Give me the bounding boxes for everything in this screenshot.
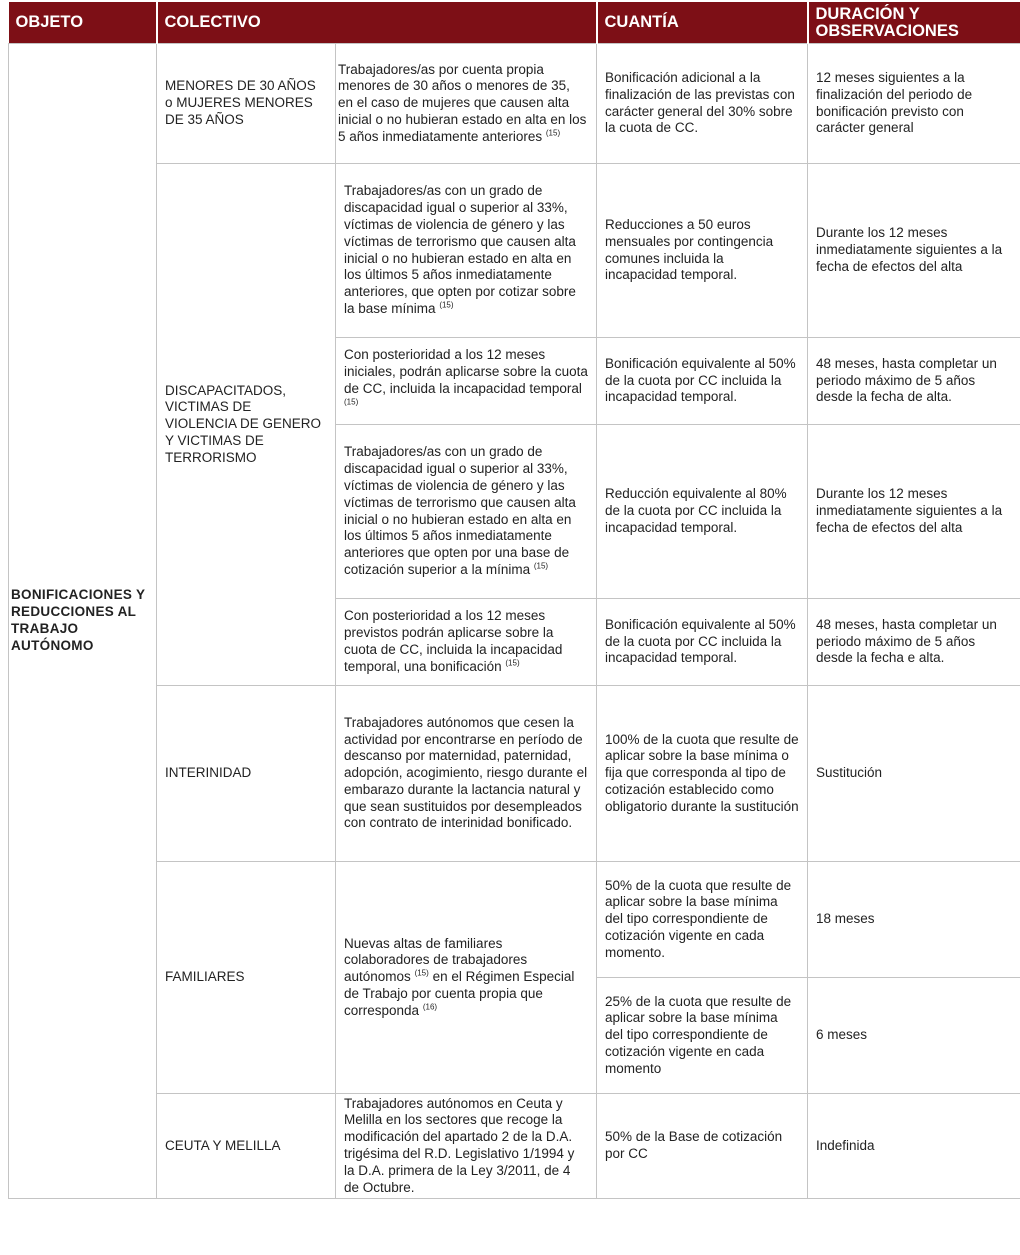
- table-row: [9, 164, 1020, 338]
- cuantia-cell: 50% de la Base de cotización por CC: [597, 1094, 808, 1199]
- footnote-ref: (15): [439, 300, 454, 310]
- colectivo-cell: CEUTA Y MELILLA: [157, 1094, 336, 1199]
- cuantia-cell: Bonificación equivalente al 50% de la cuota por CC incluida la incapacidad temporal.: [597, 338, 808, 425]
- cuantia-cell: Reducción equivalente al 80% de la cuota por CC incluida la incapacidad temporal.: [597, 425, 808, 599]
- objeto-cell: BONIFICACIONES Y REDUCCIONES AL TRABAJO AUTÓNOMO: [9, 44, 157, 1199]
- descripcion-cell: Trabajadores autónomos en Ceuta y Melilla en los sectores que recoge la modificación del apartado 2 de la D.A. trigésima del R.D. Legislativo 1/1994 y la D.A. primera de la Ley 3/2011, de 4 de Octubre.: [336, 1094, 597, 1199]
- header-colectivo: COLECTIVO: [157, 2, 597, 44]
- colectivo-cell: MENORES DE 30 AÑOS o MUJERES MENORES DE 35 AÑOS: [157, 44, 336, 164]
- duracion-cell: 6 meses: [808, 978, 1020, 1094]
- colectivo-cell: FAMILIARES: [157, 862, 336, 1094]
- descripcion-cell: Nuevas altas de familiares colaboradores de trabajadores autónomos $^{(15)}$ en el Régimen Especial de Trabajo por cuenta propia que corresponda $^{(16)}$: [336, 862, 597, 1094]
- table-header-row: [9, 2, 1020, 44]
- table-row: [9, 686, 1020, 862]
- table-row: [9, 862, 1020, 978]
- descripcion-cell: Trabajadores/as por cuenta propia menores de 30 años o menores de 35, en el caso de mujeres que causen alta inicial o no hubieran estado en alta en los 5 años inmediatamente anteriores $^{(15)}$: [336, 44, 597, 164]
- header-duracion: DURACIÓN Y OBSERVACIONES: [808, 2, 1020, 44]
- descripcion-cell: Trabajadores/as con un grado de discapacidad igual o superior al 33%, víctimas de violencia de género y las víctimas de terrorismo que causen alta inicial o no hubieran estado en alta en los últimos 5 años inmediatamente anteriores que opten por una base de cotización superior a la mínima $^{(15)}$: [336, 425, 597, 599]
- bonificaciones-table: [8, 2, 1020, 1199]
- descripcion-cell: Con posterioridad a los 12 meses iniciales, podrán aplicarse sobre la cuota de CC, incluida la incapacidad temporal $^{(15)}$: [336, 338, 597, 425]
- header-objeto: OBJETO: [9, 2, 157, 44]
- duracion-cell: Indefinida: [808, 1094, 1020, 1199]
- duracion-cell: 48 meses, hasta completar un periodo máximo de 5 años desde la fecha e alta.: [808, 599, 1020, 686]
- duracion-cell: Durante los 12 meses inmediatamente siguientes a la fecha de efectos del alta: [808, 425, 1020, 599]
- descripcion-cell: Trabajadores/as con un grado de discapacidad igual o superior al 33%, víctimas de violencia de género y las víctimas de terrorismo que causen alta inicial o no hubieran estado en alta en los últimos 5 años inmediatamente anteriores, que opten por cotizar sobre la base mínima $^{(15)}$: [336, 164, 597, 338]
- footnote-ref: (15): [414, 968, 429, 978]
- cuantia-cell: Bonificación adicional a la finalización de las previstas con carácter general del 30% sobre la cuota de CC.: [597, 44, 808, 164]
- table-row: [9, 44, 1020, 164]
- cuantia-cell: Bonificación equivalente al 50% de la cuota por CC incluida la incapacidad temporal.: [597, 599, 808, 686]
- descripcion-cell: Trabajadores autónomos que cesen la actividad por encontrarse en período de descanso por maternidad, paternidad, adopción, acogimiento, riesgo durante el embarazo durante la lactancia natural y que sean sustituidos por desempleados con contrato de interinidad bonificado.: [336, 686, 597, 862]
- duracion-cell: Durante los 12 meses inmediatamente siguientes a la fecha de efectos del alta: [808, 164, 1020, 338]
- cuantia-cell: 100% de la cuota que resulte de aplicar sobre la base mínima o fija que corresponda al tipo de cotización establecido como obligatorio durante la sustitución: [597, 686, 808, 862]
- duracion-cell: 18 meses: [808, 862, 1020, 978]
- cuantia-cell: 50% de la cuota que resulte de aplicar sobre la base mínima del tipo correspondiente de cotización vigente en cada momento.: [597, 862, 808, 978]
- footnote-ref: (15): [533, 561, 549, 571]
- footnote-ref: (15): [545, 128, 561, 138]
- header-cuantia: CUANTÍA: [597, 2, 808, 44]
- colectivo-cell: INTERINIDAD: [157, 686, 336, 862]
- cuantia-cell: Reducciones a 50 euros mensuales por contingencia comunes incluida la incapacidad temporal.: [597, 164, 808, 338]
- duracion-cell: 12 meses siguientes a la finalización del periodo de bonificación previsto con carácter general: [808, 44, 1020, 164]
- descripcion-cell: Con posterioridad a los 12 meses previstos podrán aplicarse sobre la cuota de CC, incluida la incapacidad temporal, una bonificación $^{(15)}$: [336, 599, 597, 686]
- colectivo-cell: DISCAPACITADOS, VICTIMAS DE VIOLENCIA DE GENERO Y VICTIMAS DE TERRORISMO: [157, 164, 336, 686]
- table-row: [9, 1094, 1020, 1199]
- cuantia-cell: 25% de la cuota que resulte de aplicar sobre la base mínima del tipo correspondiente de cotización vigente en cada momento: [597, 978, 808, 1094]
- footnote-ref: (15): [505, 658, 520, 668]
- footnote-ref: (15): [344, 397, 359, 407]
- footnote-ref: (16): [422, 1002, 438, 1012]
- duracion-cell: 48 meses, hasta completar un periodo máximo de 5 años desde la fecha de alta.: [808, 338, 1020, 425]
- duracion-cell: Sustitución: [808, 686, 1020, 862]
